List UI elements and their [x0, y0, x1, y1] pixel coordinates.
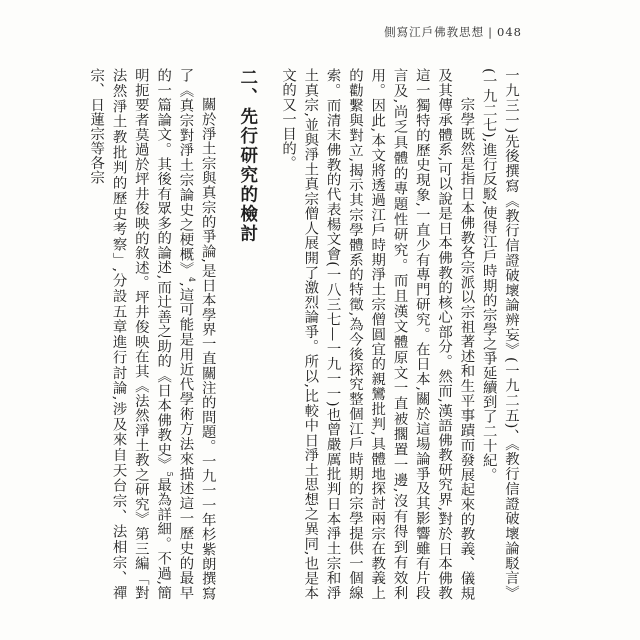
paragraph-continued: 一九三一)先後撰寫《教行信證破壞論辨妄》(一九二五)、《教行信證破壞論駁言》(一九二七),進行反駁,使得江戶時期的宗學之爭延續到了二十紀。	[480, 68, 519, 600]
section-heading: 二、先行研究的檢討	[237, 68, 258, 244]
paragraph-text-part2: ,這可能是用近代學術方法來描述這一歷史的最早的一篇論文。其後有眾多的論述,而辻善之助的《日本佛教史》	[155, 68, 194, 600]
book-title: 側寫江戶佛教思想	[384, 25, 485, 39]
page-number: 048	[497, 25, 522, 39]
paragraph-zongxue: 宗學既然是指日本佛教各宗派以宗祖著述和生平事蹟而發展起來的教義、儀規及其傳承體系,可以說是日本佛教的核心部分。然而,漢語佛教研究界,對於日本佛教這一獨特的歷史現象,一直少有專門研究。在日本,關於這場論爭及其影響雖有片段言及,尚乏具體的專題性研究。而且漢文體原文一直被擱置一邊,沒有得到有效利用。因此,本文將透過江戶時期淨土宗僧圓宜的親鸞批判,具體地探討兩宗在教義上的勸繫與對立,揭示其宗學體系的特徵,為今後探究整個江戶時期的宗學提供一個線索。而清末佛教的代表楊文會(一八三七—一九一一)也曾嚴厲批判日本淨土宗和淨土真宗,並與淨土真宗僧人展開了激烈論爭。所以,比較中日淨土思想之異同,也是本文的又一目的。	[280, 68, 475, 600]
footnote-ref-5[interactable]: 5	[164, 471, 174, 477]
header-separator: |	[488, 25, 494, 39]
paragraph-text-part1: 關於淨土宗與真宗的爭論,是日本學界一直關注的問題。一九一一年杉紫朗撰寫了《真宗對淨土宗論史之梗概》	[177, 68, 216, 600]
body-text	[85, 68, 522, 600]
running-head	[384, 24, 522, 40]
footnote-ref-4[interactable]: 4	[187, 276, 197, 283]
paragraph-text-part3: 最為詳細。不過,簡明扼要者莫過於坪井俊映的敘述。坪井俊映在其《法然淨土教之研究》第三編「對法然淨土教批判的歷史考察」,分設五章進行討論,涉及來自天台宗、法相宗、禪宗、日蓮宗等各宗	[88, 68, 172, 601]
paragraph-prior-research	[85, 68, 219, 600]
